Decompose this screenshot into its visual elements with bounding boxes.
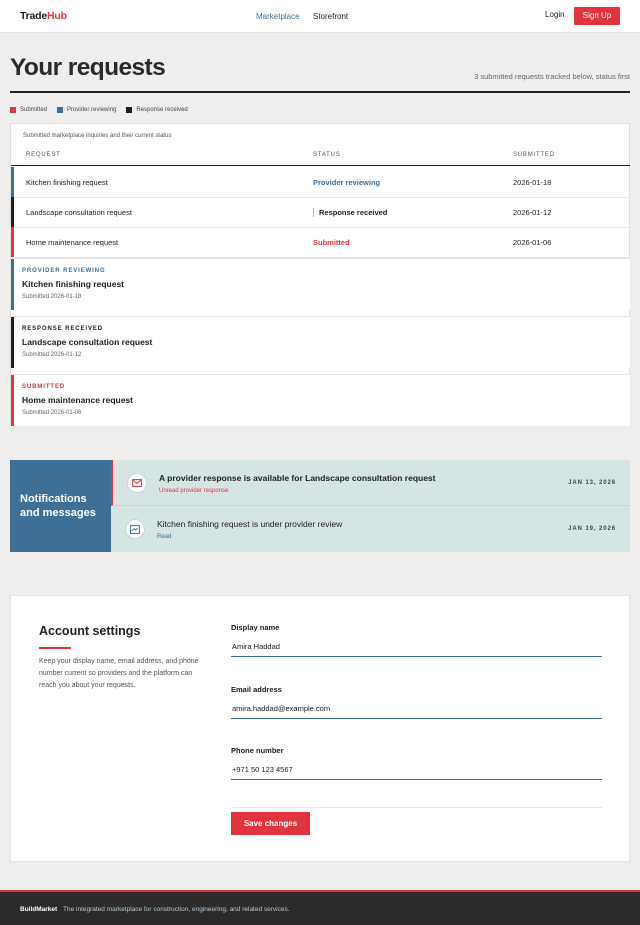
review-icon: [125, 519, 145, 539]
legend-item-submitted: [10, 107, 47, 113]
row-status: Provider reviewing: [313, 178, 381, 187]
notification-item-read[interactable]: [111, 506, 630, 552]
status-card-bar: [11, 375, 14, 426]
notifications-list: [111, 460, 630, 552]
account-settings-description: Keep your display name, email address, and phone number current so providers and the platform can reach you about your requests.: [39, 658, 199, 689]
row-submitted-date: 2026-01-06: [513, 238, 552, 247]
account-settings-card: [10, 595, 630, 862]
status-card-date: Submitted 2026-01-06: [22, 410, 82, 416]
logo-trade-text: Trade: [20, 10, 48, 22]
status-card-kicker: SUBMITTED: [22, 384, 66, 390]
row-request-name: Kitchen finishing request: [26, 178, 108, 187]
notification-title: A provider response is available for Landscape consultation request: [159, 473, 436, 483]
row-status-bar: [11, 167, 14, 197]
status-card-name: Kitchen finishing request: [22, 279, 125, 289]
legend-label: Submitted: [20, 107, 48, 113]
status-card-bar: [11, 317, 14, 368]
status-legend: [10, 107, 188, 113]
title-divider: [10, 91, 630, 93]
legend-swatch-response-received: [126, 107, 132, 113]
footer-tagline: The integrated marketplace for construction, engineering, and related services.: [63, 906, 290, 913]
table-row[interactable]: [11, 167, 630, 198]
notification-date: JAN 13, 2026: [568, 480, 616, 486]
phone-number-label: Phone number: [231, 746, 284, 755]
account-title-accent: [39, 647, 71, 649]
notification-status: Unread provider response: [159, 488, 229, 494]
status-card-name: Landscape consultation request: [22, 337, 153, 347]
legend-item-provider-reviewing: [57, 107, 116, 113]
row-status-bar: [11, 227, 14, 257]
status-card-kicker: RESPONSE RECEIVED: [22, 326, 103, 332]
site-footer: [0, 890, 640, 925]
account-settings-title: Account settings: [39, 624, 141, 638]
status-card[interactable]: [11, 374, 630, 426]
status-card-bar: [11, 259, 14, 310]
notification-date: JAN 19, 2026: [568, 526, 616, 532]
status-card-date: Submitted 2026-01-18: [22, 294, 82, 300]
column-header-submitted: SUBMITTED: [513, 152, 555, 158]
email-address-label: Email address: [231, 685, 282, 694]
mail-icon: [127, 473, 147, 493]
row-status: Submitted: [313, 238, 350, 247]
status-card[interactable]: [11, 316, 630, 368]
table-row[interactable]: [11, 197, 630, 228]
display-name-input[interactable]: [231, 637, 602, 657]
table-row[interactable]: [11, 227, 630, 258]
column-header-status: STATUS: [313, 152, 341, 158]
nav-link-marketplace[interactable]: Marketplace: [256, 12, 300, 21]
row-status-bar: [11, 197, 14, 227]
legend-swatch-provider-reviewing: [57, 107, 63, 113]
legend-label: Provider reviewing: [67, 107, 117, 113]
requests-card: [10, 123, 630, 425]
save-changes-button[interactable]: Save changes: [231, 812, 310, 835]
status-card-name: Home maintenance request: [22, 395, 134, 405]
email-address-input[interactable]: [231, 699, 602, 719]
logo-hub-text: Hub: [47, 10, 67, 22]
row-request-name: Home maintenance request: [26, 238, 119, 247]
row-submitted-date: 2026-01-12: [513, 208, 552, 217]
nav-link-storefront[interactable]: Storefront: [313, 12, 349, 21]
status-card-date: Submitted 2026-01-12: [22, 352, 82, 358]
row-status: Response received: [313, 208, 387, 217]
phone-number-input[interactable]: [231, 760, 602, 780]
table-caption: Submitted marketplace inquiries and their current status: [23, 133, 172, 139]
row-request-name: Landscape consultation request: [26, 208, 132, 217]
notification-item-unread[interactable]: [111, 460, 630, 506]
notifications-title-line1: Notifications: [20, 493, 87, 505]
notifications-title: [20, 492, 96, 520]
tradehub-logo[interactable]: [20, 10, 67, 22]
table-header: [11, 146, 630, 166]
login-link[interactable]: Login: [545, 10, 565, 19]
page-subtitle: 3 submitted requests tracked below, status first: [474, 72, 630, 81]
notification-title: Kitchen finishing request is under provider review: [157, 519, 343, 529]
top-navigation-bar: [0, 0, 640, 33]
notifications-heading-panel: [10, 460, 111, 552]
legend-item-response-received: [126, 107, 187, 113]
legend-label: Response received: [136, 107, 188, 113]
status-card-kicker: PROVIDER REVIEWING: [22, 268, 106, 274]
display-name-label: Display name: [231, 623, 280, 632]
footer-brand: BuildMarket: [20, 906, 58, 913]
notifications-title-line2: and messages: [20, 507, 96, 519]
column-header-request: REQUEST: [26, 152, 61, 158]
status-card[interactable]: [11, 258, 630, 310]
form-divider: [231, 807, 602, 808]
page-title: Your requests: [10, 54, 166, 81]
sign-up-button[interactable]: Sign Up: [574, 7, 620, 25]
row-submitted-date: 2026-01-18: [513, 178, 552, 187]
notification-status: Read: [157, 534, 172, 540]
legend-swatch-submitted: [10, 107, 16, 113]
